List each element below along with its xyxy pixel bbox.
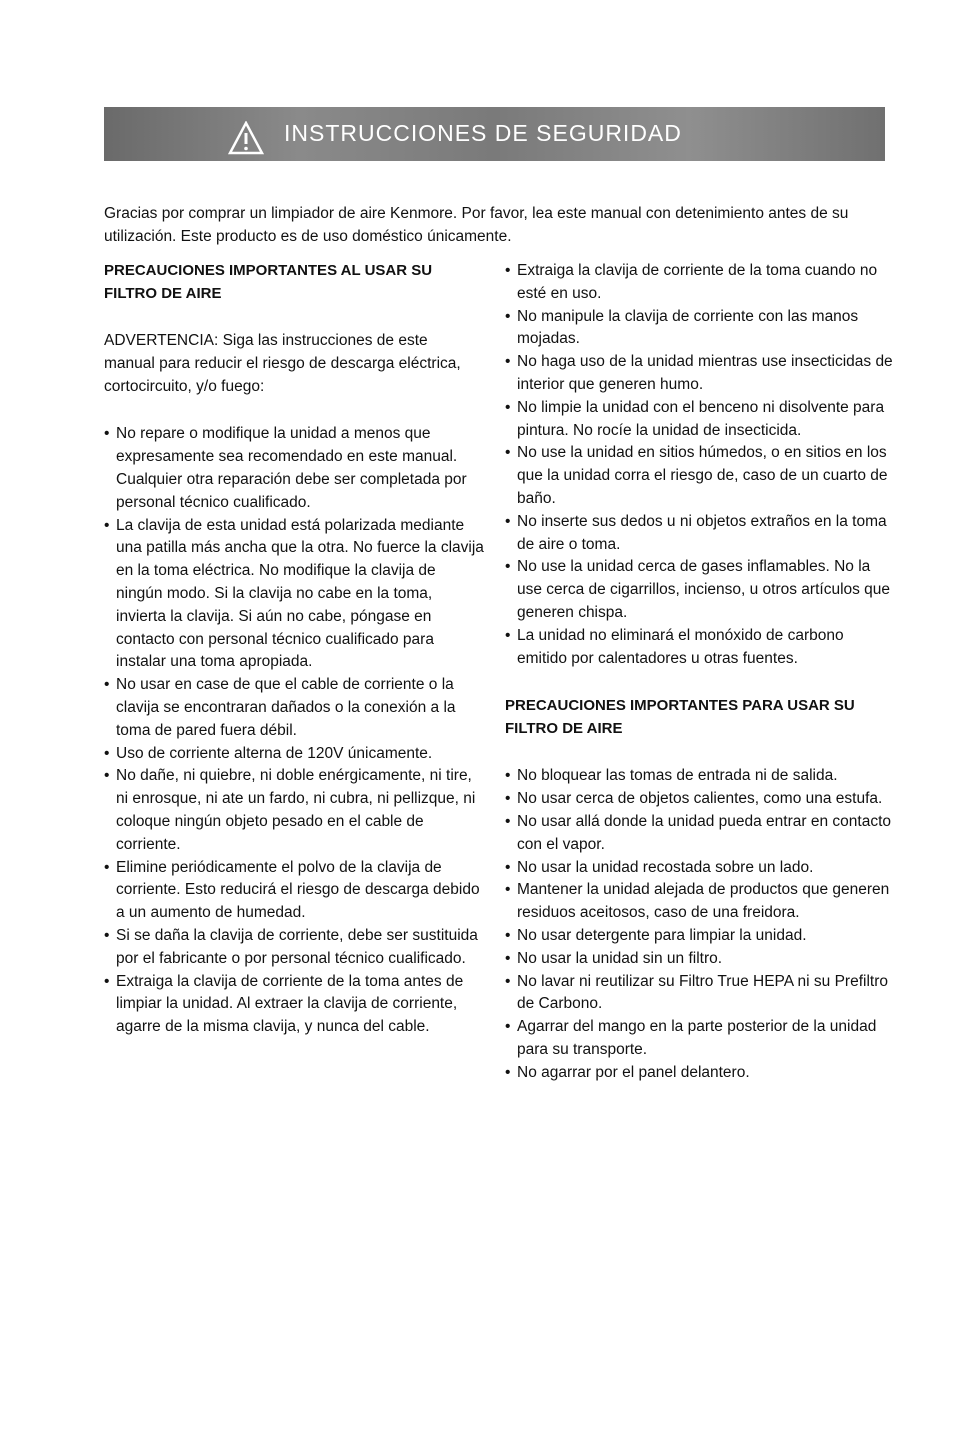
list-item: • Agarrar del mango en la parte posterior de la unidad para su transporte. [505, 1016, 895, 1062]
section2-list [505, 765, 895, 1084]
list-item: • No inserte sus dedos u ni objetos extraños en la toma de aire o toma. [505, 511, 895, 557]
list-item: • No use la unidad cerca de gases inflamables. No la use cerca de cigarrillos, incienso, u otros artículos que generen chispa. [505, 556, 895, 624]
list-item: • No agarrar por el panel delantero. [505, 1062, 895, 1085]
list-item: • No repare o modifique la unidad a menos que expresamente sea recomendado en este manual. Cualquier otra reparación debe ser completada por personal técnico cualificado. [104, 423, 484, 514]
list-item: • No usar la unidad sin un filtro. [505, 948, 895, 971]
list-item: • Extraiga la clavija de corriente de la toma cuando no esté en uso. [505, 260, 895, 306]
list-item: • No lavar ni reutilizar su Filtro True HEPA ni su Prefiltro de Carbono. [505, 971, 895, 1017]
list-item: • No manipule la clavija de corriente con las manos mojadas. [505, 306, 895, 352]
section2-heading: PRECAUCIONES IMPORTANTES PARA USAR SU FILTRO DE AIRE [505, 697, 855, 737]
warning-triangle-icon [228, 121, 264, 155]
list-item: • No haga uso de la unidad mientras use insecticidas de interior que generen humo. [505, 351, 895, 397]
list-item: • No limpie la unidad con el benceno ni disolvente para pintura. No rocíe la unidad de insecticida. [505, 397, 895, 443]
list-item: • No dañe, ni quiebre, ni doble enérgicamente, ni tire, ni enrosque, ni ate un fardo, ni cubra, ni pellizque, ni coloque ningún objeto pesado en el cable de corriente. [104, 765, 484, 856]
list-item: • No use la unidad en sitios húmedos, o en sitios en los que la unidad corra el riesgo de, caso de un cuarto de baño. [505, 442, 895, 510]
page-title: INSTRUCCIONES DE SEGURIDAD [284, 120, 682, 146]
section1-list [104, 423, 484, 1039]
list-item: • No usar la unidad recostada sobre un lado. [505, 857, 895, 880]
right-column [505, 260, 895, 1085]
list-item: • No usar en case de que el cable de corriente o la clavija se encontraran dañados o la conexión a la toma de pared fuera débil. [104, 674, 484, 742]
list-item: • No bloquear las tomas de entrada ni de salida. [505, 765, 895, 788]
list-item: • La unidad no eliminará el monóxido de carbono emitido por calentadores u otras fuentes. [505, 625, 895, 671]
section1-list-continued [505, 260, 895, 670]
list-item: • No usar cerca de objetos calientes, como una estufa. [505, 788, 895, 811]
list-item: • Si se daña la clavija de corriente, debe ser sustituida por el fabricante o por personal técnico cualificado. [104, 925, 484, 971]
list-item: • Elimine periódicamente el polvo de la clavija de corriente. Esto reducirá el riesgo de descarga debido a un aumento de humedad. [104, 857, 484, 925]
intro-paragraph: Gracias por comprar un limpiador de aire Kenmore. Por favor, lea este manual con detenimiento antes de su utilización. Este producto es de uso doméstico únicamente. [104, 204, 849, 245]
left-column [104, 260, 484, 1039]
list-item: • No usar detergente para limpiar la unidad. [505, 925, 895, 948]
section-banner [104, 107, 885, 161]
list-item: • La clavija de esta unidad está polarizada mediante una patilla más ancha que la otra. No fuerce la clavija en la toma eléctrica. No modifique la clavija de ningún modo. Si la clavija no cabe en la toma, invierta la clavija. Si aún no cabe, póngase en contacto con personal técnico cualificado para instalar una toma apropiada. [104, 515, 484, 675]
list-item: • Extraiga la clavija de corriente de la toma antes de limpiar la unidad. Al extraer la clavija de corriente, agarre de la misma clavija, y nunca del cable. [104, 971, 484, 1039]
list-item: • Uso de corriente alterna de 120V únicamente. [104, 743, 484, 766]
list-item: • Mantener la unidad alejada de productos que generen residuos aceitosos, caso de una freidora. [505, 879, 895, 925]
list-item: • No usar allá donde la unidad pueda entrar en contacto con el vapor. [505, 811, 895, 857]
section1-heading: PRECAUCIONES IMPORTANTES AL USAR SU FILTRO DE AIRE [104, 262, 433, 302]
warning-paragraph: ADVERTENCIA: Siga las instrucciones de este manual para reducir el riesgo de descarga eléctrica, cortocircuito, y/o fuego: [104, 332, 461, 395]
